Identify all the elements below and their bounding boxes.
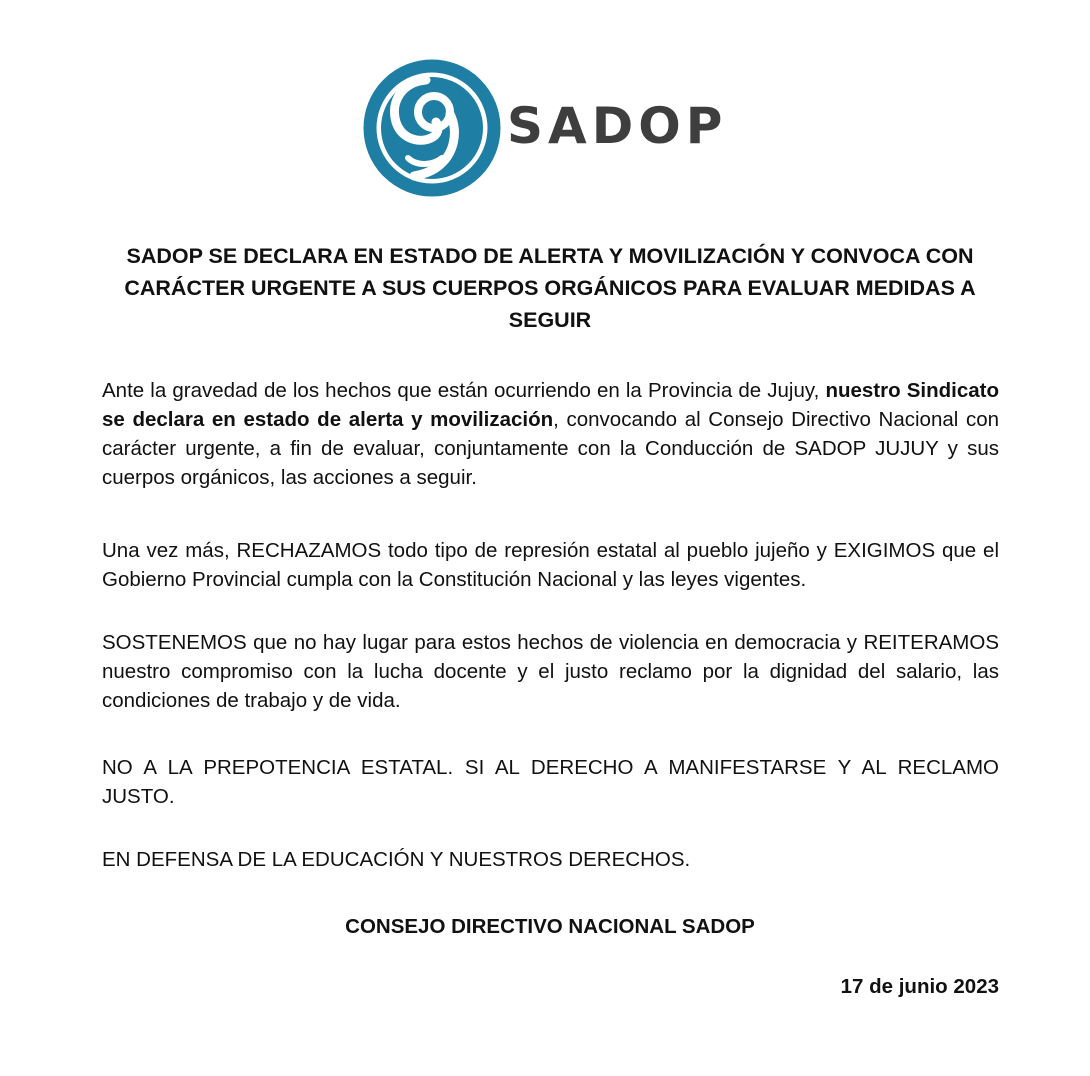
paragraph-1-bold: nuestro Sindicato se declara en estado de alerta y movilización	[102, 379, 999, 431]
document-date: 17 de junio 2023	[840, 975, 999, 998]
paragraph-1-start: Ante la gravedad de los hechos que están ocurriendo en la Provincia de Jujuy,	[102, 379, 826, 402]
document-title: SADOP SE DECLARA EN ESTADO DE ALERTA Y MOVILIZACIÓN Y CONVOCA CON CARÁCTER URGENTE A SUS CUERPOS ORGÁNICOS PARA EVALUAR MEDIDAS A SEGUIR	[124, 244, 976, 332]
paragraph-3: SOSTENEMOS que no hay lugar para estos hechos de violencia en democracia y REITERAMOS nuestro compromiso con la lucha docente y el justo reclamo por la dignidad del salario, las condiciones de trabajo y de vida.	[102, 631, 999, 712]
paragraph-5: EN DEFENSA DE LA EDUCACIÓN Y NUESTROS DERECHOS.	[102, 848, 691, 871]
sadop-emblem-icon	[362, 58, 502, 198]
paragraph-4: NO A LA PREPOTENCIA ESTATAL. SI AL DERECHO A MANIFESTARSE Y AL RECLAMO JUSTO.	[102, 756, 999, 808]
signature: CONSEJO DIRECTIVO NACIONAL SADOP	[345, 915, 755, 938]
logo-wordmark: SADOP	[507, 97, 728, 155]
sadop-logo	[362, 58, 732, 198]
paragraph-1	[102, 376, 999, 492]
paragraph-2: Una vez más, RECHAZAMOS todo tipo de represión estatal al pueblo jujeño y EXIGIMOS que el Gobierno Provincial cumpla con la Constitución Nacional y las leyes vigentes.	[102, 539, 999, 591]
paragraph-1-end: , convocando al Consejo Directivo Nacional con carácter urgente, a fin de evaluar, conjuntamente con la Conducción de SADOP JUJUY y sus cuerpos orgánicos, las acciones a seguir.	[102, 408, 1000, 489]
